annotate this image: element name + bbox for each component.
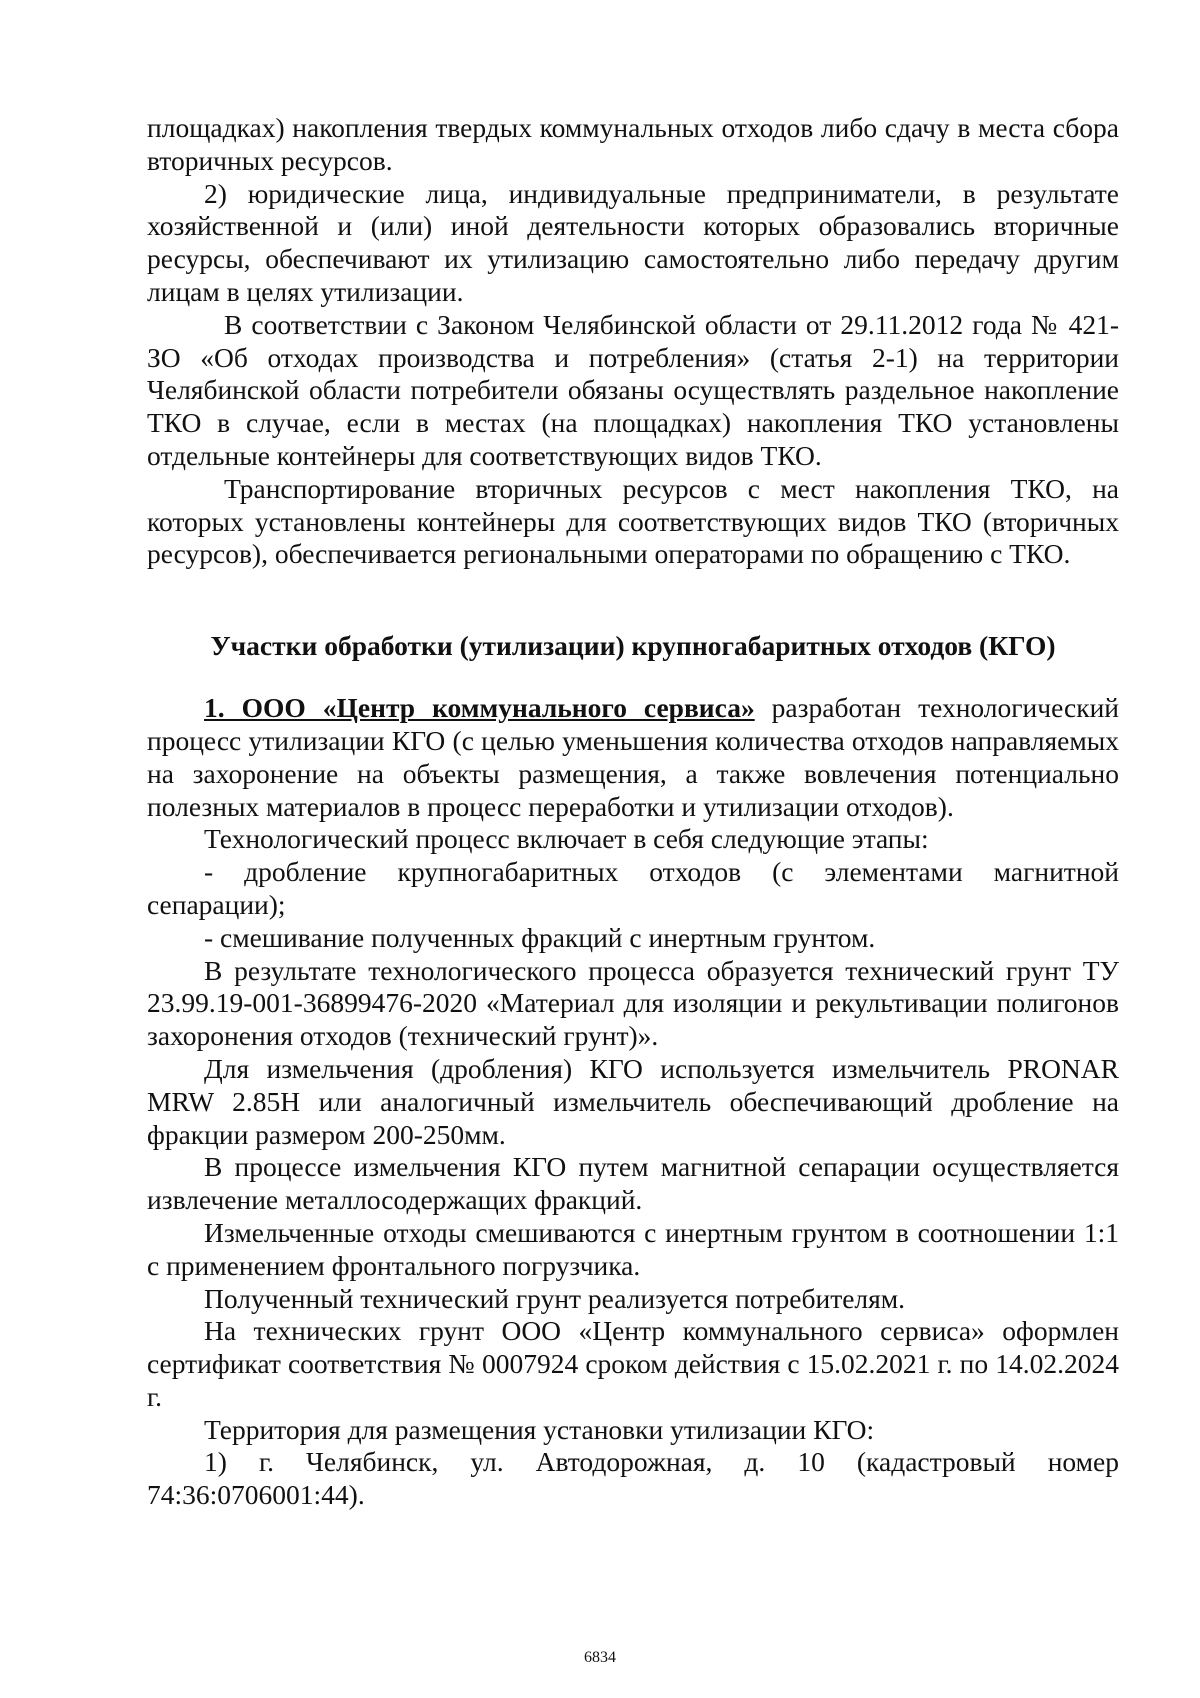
paragraph-certificate: На технических грунт ООО «Центр коммунального сервиса» оформлен сертификат соответствия № 0007924 сроком действия с 15.02.2021 г. по 14.02.2024 г. [147, 1315, 1119, 1412]
page-number: 6834 [584, 1649, 616, 1666]
paragraph-address: 1) г. Челябинск, ул. Автодорожная, д. 10 (кадастровый номер 74:36:0706001:44). [147, 1446, 1119, 1511]
organization-description: разработан технологический процесс утилизации КГО (с целью уменьшения количества отходов направляемых на захоронение на объекты размещения, а также вовлечения потенциально полезных материалов в процесс переработки и утилизации отходов). [147, 692, 1119, 822]
list-item-mixing: - смешивание полученных фракций с инертным грунтом. [204, 921, 876, 953]
paragraph-territory: Территория для размещения установки утилизации КГО: [204, 1413, 875, 1445]
document-body [147, 112, 1119, 1512]
paragraph-magnetic-separation: В процессе измельчения КГО путем магнитной сепарации осуществляется извлечение металлосодержащих фракций. [147, 1151, 1119, 1216]
paragraph-continuation: площадках) накопления твердых коммунальных отходов либо сдачу в места сбора вторичных ресурсов. [147, 112, 1119, 176]
paragraph-chelyabinsk-law: В соответствии с Законом Челябинской области от 29.11.2012 года № 421-ЗО «Об отходах производства и потребления» (статья 2-1) на территории Челябинской области потребители обязаны осуществлять раздельное накопление ТКО в случае, если в местах (на площадках) накопления ТКО установлены отдельные контейнеры для соответствующих видов ТКО. [147, 308, 1119, 471]
paragraph-shredder: Для измельчения (дробления) КГО используется измельчитель PRONAR MRW 2.85H или аналогичный измельчитель обеспечивающий дробление на фракции размером 200-250мм. [147, 1052, 1119, 1150]
paragraph-sales: Полученный технический грунт реализуется потребителям. [204, 1282, 906, 1314]
paragraph-mixing-ratio: Измельченные отходы смешиваются с инертным грунтом в соотношении 1:1 с применением фронтального погрузчика. [147, 1216, 1119, 1281]
spacer [147, 571, 1119, 629]
list-item-crushing: - дробление крупногабаритных отходов (с элементами магнитной сепарации); [147, 856, 1119, 920]
organization-title: 1. ООО «Центр коммунального сервиса» [204, 692, 755, 724]
section-heading: Участки обработки (утилизации) крупногабаритных отходов (КГО) [210, 630, 1056, 662]
paragraph-stages-intro: Технологический процесс включает в себя следующие этапы: [204, 823, 929, 855]
spacer [147, 662, 1119, 692]
paragraph-transportation: Транспортирование вторичных ресурсов с мест накопления ТКО, на которых установлены контейнеры для соответствующих видов ТКО (вторичных ресурсов), обеспечивается региональными операторами по обращению с ТКО. [147, 472, 1119, 570]
paragraph-legal-entities: 2) юридические лица, индивидуальные предприниматели, в результате хозяйственной и (или) иной деятельности которых образовались вторичные ресурсы, обеспечивают их утилизацию самостоятельно либо передачу другим лицам в целях утилизации. [147, 177, 1119, 307]
paragraph-organization [147, 692, 1119, 823]
paragraph-result: В результате технологического процесса образуется технический грунт ТУ 23.99.19-001-36899476-2020 «Материал для изоляции и рекультивации полигонов захоронения отходов (технический грунт)». [147, 954, 1119, 1052]
